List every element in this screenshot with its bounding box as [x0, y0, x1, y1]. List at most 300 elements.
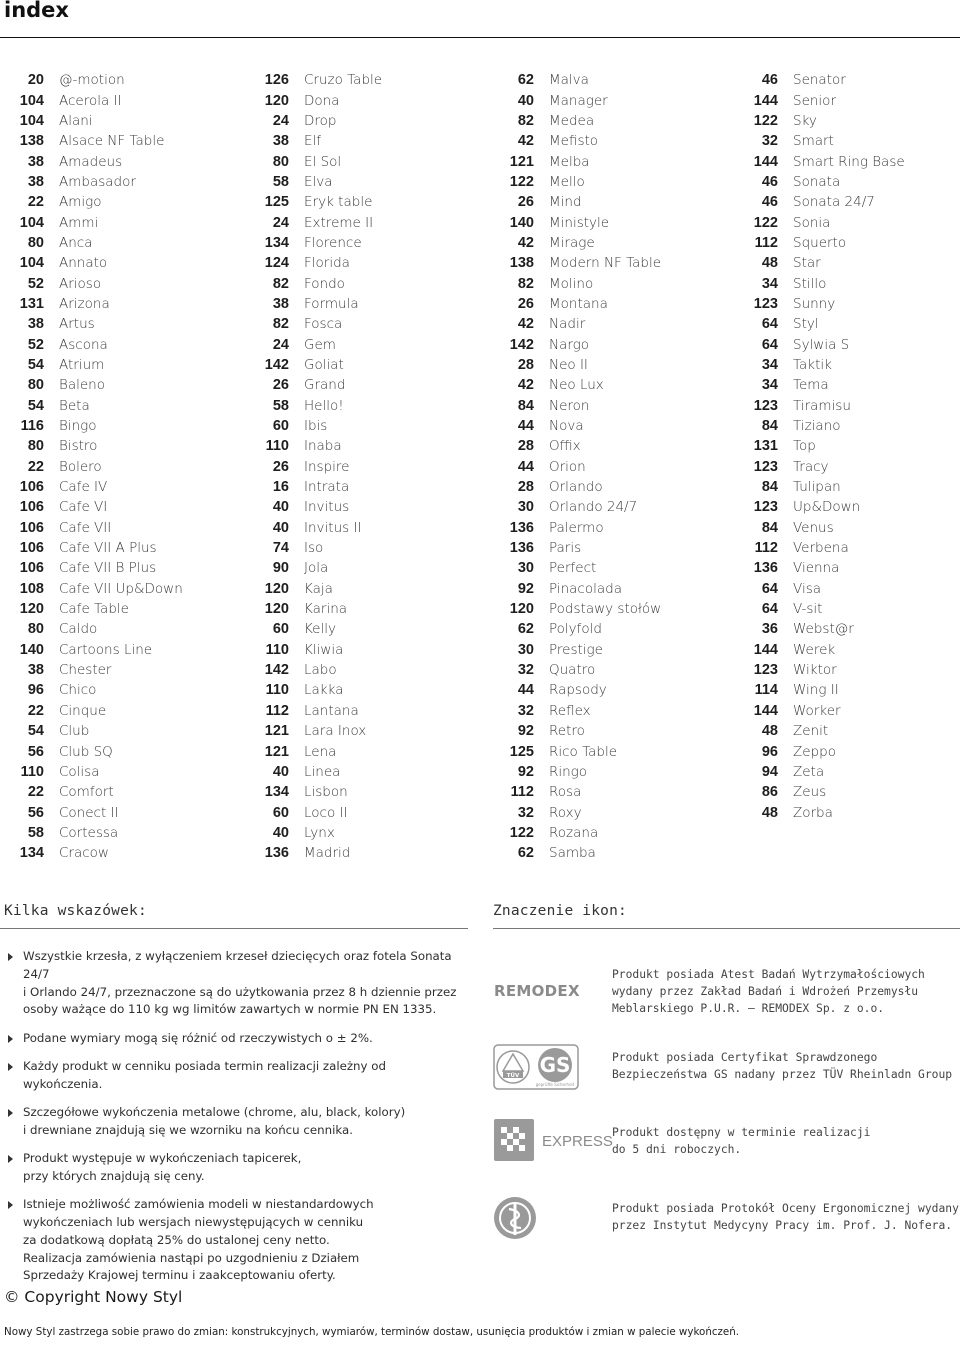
index-entry — [734, 721, 974, 741]
product-name: Lara Inox — [304, 723, 367, 740]
product-name: Mind — [549, 194, 582, 211]
product-name: Cafe VII Up&Down — [59, 580, 183, 597]
index-entry — [245, 172, 485, 192]
page-number: 24 — [272, 336, 289, 353]
page-number: 48 — [761, 804, 778, 821]
index-entry — [0, 355, 240, 375]
page-number: 34 — [761, 356, 778, 373]
product-name: Arizona — [59, 295, 110, 312]
product-name: Roxy — [549, 804, 582, 821]
index-entry — [734, 151, 974, 171]
index-entry — [245, 843, 485, 863]
icons-title: Znaczenie ikon: — [493, 903, 627, 919]
product-name: Arioso — [59, 275, 102, 292]
tip-item — [8, 1196, 458, 1285]
index-entry — [734, 212, 974, 232]
index-entry — [0, 497, 240, 517]
product-name: Lynx — [304, 824, 335, 841]
page-number: 74 — [272, 540, 289, 557]
product-name: Fosca — [304, 316, 343, 333]
page-number: 44 — [517, 682, 534, 699]
page-number: 42 — [517, 316, 534, 333]
page-number: 16 — [272, 479, 289, 496]
product-name: Beta — [59, 397, 90, 414]
product-name: Cortessa — [59, 824, 119, 841]
product-name: Smart — [793, 133, 834, 150]
product-name: Cafe VI — [59, 499, 108, 516]
page-number: 131 — [19, 295, 44, 312]
index-entry — [490, 701, 730, 721]
index-entry — [734, 782, 974, 802]
index-entry — [490, 619, 730, 639]
index-entry — [734, 294, 974, 314]
page-number: 82 — [272, 316, 289, 333]
page-number: 104 — [19, 112, 44, 129]
product-name: Elva — [304, 173, 333, 190]
page-number: 30 — [517, 641, 534, 658]
product-name: Amigo — [59, 194, 102, 211]
product-name: Samba — [549, 845, 596, 862]
page-number: 80 — [27, 234, 44, 251]
index-entry — [734, 579, 974, 599]
index-entry — [734, 518, 974, 538]
tip-text: Sprzedaży Krajowej terminu i zaakceptowaniu oferty. — [23, 1268, 336, 1283]
page-number: 80 — [27, 621, 44, 638]
index-entry — [245, 253, 485, 273]
index-entry — [0, 131, 240, 151]
index-entry — [734, 355, 974, 375]
index-entry — [0, 212, 240, 232]
tip-item — [8, 1030, 458, 1048]
page-number: 32 — [517, 804, 534, 821]
page-number: 32 — [517, 662, 534, 679]
index-entry — [245, 314, 485, 334]
index-entry — [734, 111, 974, 131]
index-entry — [245, 558, 485, 578]
page-number: 56 — [27, 804, 44, 821]
page-number: 112 — [754, 540, 778, 557]
product-name: Orlando — [549, 479, 603, 496]
index-entry — [734, 660, 974, 680]
product-name: Lena — [304, 743, 337, 760]
product-name: Hello! — [304, 397, 344, 414]
page-number: 144 — [753, 641, 778, 658]
icon-description-line: do 5 dni roboczych. — [612, 1143, 742, 1156]
product-name: Iso — [304, 540, 324, 557]
page-number: 134 — [264, 234, 289, 251]
page-number: 140 — [509, 214, 534, 231]
product-name: Rico Table — [549, 743, 618, 760]
page-number: 122 — [753, 112, 778, 129]
product-name: Reflex — [549, 702, 591, 719]
product-name: Visa — [793, 580, 821, 597]
product-name: Baleno — [59, 377, 105, 394]
index-entry — [490, 355, 730, 375]
product-name: Lisbon — [304, 784, 348, 801]
icon-description-line: Meblarskiego P.U.R. — REMODEX Sp. z o.o. — [612, 1002, 885, 1015]
product-name: Rapsody — [549, 682, 607, 699]
product-name: Extreme II — [304, 214, 374, 231]
index-entry — [490, 477, 730, 497]
page-number: 48 — [761, 255, 778, 272]
index-entry — [0, 538, 240, 558]
index-entry — [734, 497, 974, 517]
product-name: Rozana — [549, 824, 599, 841]
page-number: 123 — [753, 499, 778, 516]
page-number: 82 — [517, 112, 534, 129]
page-number: 38 — [27, 662, 44, 679]
index-entry — [734, 314, 974, 334]
product-name: Sonata — [793, 173, 841, 190]
icon-description-line: Produkt posiada Certyfikat Sprawdzonego — [612, 1051, 878, 1064]
product-name: Zenit — [793, 723, 829, 740]
product-name: Wing II — [793, 682, 839, 699]
bullet-icon — [8, 1063, 13, 1071]
product-name: Sky — [793, 112, 817, 129]
product-name: Amadeus — [59, 153, 123, 170]
index-entry — [0, 416, 240, 436]
index-entry — [0, 680, 240, 700]
page-number: 125 — [264, 194, 289, 211]
index-entry — [0, 477, 240, 497]
tips-rule — [0, 928, 468, 929]
index-entry — [0, 619, 240, 639]
product-name: Sonia — [793, 214, 831, 231]
icon-description-line: Produkt posiada Atest Badań Wytrzymałościowych — [612, 968, 925, 981]
index-entry — [490, 314, 730, 334]
page-number: 40 — [272, 763, 289, 780]
index-entry — [490, 70, 730, 90]
tuv-gs-description — [612, 1049, 960, 1083]
index-entry — [245, 355, 485, 375]
product-name: Nargo — [549, 336, 590, 353]
page-number: 64 — [761, 316, 778, 333]
page-number: 90 — [272, 560, 289, 577]
express-description — [612, 1124, 960, 1158]
tip-text: Wszystkie krzesła, z wyłączeniem krzeseł dziecięcych oraz fotela Sonata 24/7 — [23, 949, 452, 981]
index-entry — [490, 253, 730, 273]
tip-item — [8, 1104, 458, 1140]
product-name: Smart Ring Base — [793, 153, 905, 170]
product-name: Styl — [793, 316, 819, 333]
page-number: 122 — [753, 214, 778, 231]
index-entry — [490, 273, 730, 293]
index-entry — [0, 579, 240, 599]
product-name: Dona — [304, 92, 340, 109]
page-number: 20 — [27, 72, 44, 89]
product-name: Caldo — [59, 621, 98, 638]
product-name: Tulipan — [793, 479, 841, 496]
page-number: 26 — [517, 295, 534, 312]
page-number: 56 — [27, 743, 44, 760]
index-column-3 — [490, 70, 730, 863]
bullet-icon — [8, 953, 13, 961]
page-number: 123 — [753, 295, 778, 312]
page-number: 110 — [265, 682, 289, 699]
page-number: 120 — [264, 601, 289, 618]
page-number: 112 — [265, 702, 289, 719]
index-entry — [734, 538, 974, 558]
index-entry — [0, 823, 240, 843]
index-entry — [490, 762, 730, 782]
index-entry — [490, 172, 730, 192]
page-number: 124 — [264, 255, 289, 272]
page-number: 114 — [754, 682, 778, 699]
index-entry — [734, 273, 974, 293]
icons-rule — [493, 928, 960, 929]
index-entry — [0, 457, 240, 477]
page-number: 123 — [753, 397, 778, 414]
product-name: Formula — [304, 295, 359, 312]
product-name: Kelly — [304, 621, 336, 638]
index-entry — [245, 538, 485, 558]
index-entry — [0, 701, 240, 721]
index-entry — [245, 518, 485, 538]
remodex-logo — [493, 966, 583, 1012]
page-number: 34 — [761, 377, 778, 394]
product-name: Cracow — [59, 845, 109, 862]
page-number: 121 — [509, 153, 534, 170]
page-number: 144 — [753, 153, 778, 170]
product-name: Alsace NF Table — [59, 133, 165, 150]
product-name: Wiktor — [793, 662, 837, 679]
product-name: Taktik — [793, 356, 832, 373]
index-entry — [0, 192, 240, 212]
page-number: 44 — [517, 458, 534, 475]
product-name: Cinque — [59, 702, 107, 719]
product-name: Linea — [304, 763, 341, 780]
page-number: 54 — [27, 723, 44, 740]
product-name: Orlando 24/7 — [549, 499, 638, 516]
product-name: Cafe VII B Plus — [59, 560, 157, 577]
product-name: Zeus — [793, 784, 827, 801]
product-name: Retro — [549, 723, 585, 740]
page-number: 24 — [272, 214, 289, 231]
index-entry — [734, 680, 974, 700]
page-number: 142 — [264, 356, 289, 373]
page-number: 40 — [272, 519, 289, 536]
product-name: Ambasador — [59, 173, 136, 190]
page-number: 22 — [27, 458, 44, 475]
product-name: Jola — [304, 560, 329, 577]
product-name: Zorba — [793, 804, 833, 821]
product-name: Cafe VII — [59, 519, 112, 536]
product-name: Zeta — [793, 763, 825, 780]
product-name: Stillo — [793, 275, 827, 292]
tips-title: Kilka wskazówek: — [4, 903, 147, 919]
product-name: Acerola II — [59, 92, 122, 109]
page-number: 138 — [509, 255, 534, 272]
product-name: Florence — [304, 234, 362, 251]
page-number: 46 — [761, 72, 778, 89]
page-number: 48 — [761, 723, 778, 740]
tip-item — [8, 948, 458, 1019]
index-entry — [490, 741, 730, 761]
page-number: 92 — [517, 723, 534, 740]
product-name: Intrata — [304, 479, 350, 496]
index-entry — [734, 90, 974, 110]
page-number: 26 — [517, 194, 534, 211]
index-entry — [490, 192, 730, 212]
index-entry — [490, 843, 730, 863]
bullet-icon — [8, 1109, 13, 1117]
tip-text: i Orlando 24/7, przeznaczone są do użytkowania przez 8 h dziennie przez — [23, 984, 457, 999]
product-name: Alani — [59, 112, 93, 129]
product-name: Modern NF Table — [549, 255, 662, 272]
svg-text:GS: GS — [539, 1053, 571, 1077]
tip-text: osoby ważące do 110 kg wg limitów zawartych w normie PN EN 1335. — [23, 1002, 437, 1017]
page-number: 96 — [27, 682, 44, 699]
index-entry — [245, 660, 485, 680]
page-number: 126 — [264, 72, 289, 89]
page-number: 140 — [19, 641, 44, 658]
page-number: 120 — [264, 580, 289, 597]
index-entry — [0, 233, 240, 253]
index-entry — [0, 334, 240, 354]
page-number: 38 — [27, 153, 44, 170]
page-number: 136 — [753, 560, 778, 577]
index-entry — [734, 70, 974, 90]
product-name: Zeppo — [793, 743, 836, 760]
index-entry — [490, 538, 730, 558]
page-number: 42 — [517, 133, 534, 150]
page-number: 62 — [517, 845, 534, 862]
product-name: Senator — [793, 72, 846, 89]
product-name: Ministyle — [549, 214, 610, 231]
index-entry — [734, 375, 974, 395]
page-number: 142 — [264, 662, 289, 679]
product-name: Florida — [304, 255, 350, 272]
product-name: Chester — [59, 662, 112, 679]
index-entry — [245, 131, 485, 151]
index-entry — [0, 782, 240, 802]
page-number: 22 — [27, 702, 44, 719]
page-number: 30 — [517, 560, 534, 577]
page-number: 54 — [27, 356, 44, 373]
index-entry — [734, 233, 974, 253]
page-number: 64 — [761, 580, 778, 597]
product-name: Chico — [59, 682, 97, 699]
index-entry — [245, 192, 485, 212]
icon-description-line: Produkt dostępny w terminie realizacji — [612, 1126, 871, 1139]
index-entry — [490, 233, 730, 253]
index-entry — [245, 579, 485, 599]
title-rule — [0, 37, 960, 38]
page-number: 123 — [753, 662, 778, 679]
index-entry — [0, 314, 240, 334]
page-number: 28 — [517, 356, 534, 373]
product-name: Eryk table — [304, 194, 373, 211]
page-number: 108 — [19, 580, 44, 597]
product-name: Conect II — [59, 804, 119, 821]
index-entry — [245, 233, 485, 253]
page-number: 38 — [27, 173, 44, 190]
product-name: Kaja — [304, 580, 333, 597]
svg-text:geprüfte Sicherheit: geprüfte Sicherheit — [535, 1082, 575, 1087]
index-entry — [245, 477, 485, 497]
product-name: Bistro — [59, 438, 98, 455]
index-entry — [490, 823, 730, 843]
index-entry — [245, 782, 485, 802]
svg-text:TÜV: TÜV — [506, 1073, 520, 1079]
index-entry — [245, 375, 485, 395]
index-entry — [245, 741, 485, 761]
page-number: 22 — [27, 194, 44, 211]
product-name: Quatro — [549, 662, 596, 679]
index-entry — [0, 802, 240, 822]
icon-description-line: przez Instytut Medycyny Pracy im. Prof. J. Nofera. — [612, 1219, 953, 1232]
page-number: 104 — [19, 214, 44, 231]
product-name: Neo II — [549, 356, 588, 373]
page-number: 96 — [761, 743, 778, 760]
page-number: 38 — [272, 133, 289, 150]
index-entry — [734, 558, 974, 578]
product-name: Anca — [59, 234, 93, 251]
tip-item — [8, 1150, 458, 1186]
page-number: 106 — [19, 499, 44, 516]
product-name: Mirage — [549, 234, 595, 251]
product-name: Fondo — [304, 275, 345, 292]
page-number: 44 — [517, 418, 534, 435]
tip-text: i drewniane znajdują się we wzorniku na końcu cennika. — [23, 1122, 353, 1137]
product-name: Top — [793, 438, 816, 455]
index-column-4 — [734, 70, 974, 823]
page-number: 40 — [272, 499, 289, 516]
product-name: Rosa — [549, 784, 582, 801]
page-number: 60 — [272, 621, 289, 638]
product-name: Gem — [304, 336, 336, 353]
page-number: 82 — [272, 275, 289, 292]
page-number: 82 — [517, 275, 534, 292]
page-number: 62 — [517, 621, 534, 638]
page-number: 92 — [517, 763, 534, 780]
page-number: 42 — [517, 234, 534, 251]
product-name: Offix — [549, 438, 581, 455]
product-name: Sonata 24/7 — [793, 194, 875, 211]
page-number: 120 — [19, 601, 44, 618]
product-name: Malva — [549, 72, 589, 89]
page-number: 60 — [272, 418, 289, 435]
index-entry — [245, 111, 485, 131]
index-entry — [245, 90, 485, 110]
page-number: 46 — [761, 173, 778, 190]
product-name: Orion — [549, 458, 586, 475]
icon-description-line: wydany przez Zakład Badań i Wdrożeń Przemysłu — [612, 985, 919, 998]
product-name: Tiziano — [793, 418, 841, 435]
index-entry — [734, 131, 974, 151]
page-number: 112 — [510, 784, 534, 801]
product-name: Club — [59, 723, 90, 740]
product-name: Annato — [59, 255, 108, 272]
product-name: Senior — [793, 92, 836, 109]
tip-text: Podane wymiary mogą się różnić od rzeczywistych o ± 2%. — [23, 1030, 373, 1045]
page-number: 122 — [509, 824, 534, 841]
page-number: 84 — [517, 397, 534, 414]
index-entry — [490, 294, 730, 314]
index-entry — [245, 212, 485, 232]
page-number: 60 — [272, 804, 289, 821]
index-entry — [490, 802, 730, 822]
product-name: Vienna — [793, 560, 840, 577]
page-number: 138 — [19, 133, 44, 150]
index-entry — [490, 334, 730, 354]
product-name: Loco II — [304, 804, 348, 821]
product-name: Sunny — [793, 295, 836, 312]
page-number: 144 — [753, 92, 778, 109]
ergonomic-description — [612, 1200, 960, 1234]
index-entry — [490, 721, 730, 741]
index-entry — [245, 680, 485, 700]
